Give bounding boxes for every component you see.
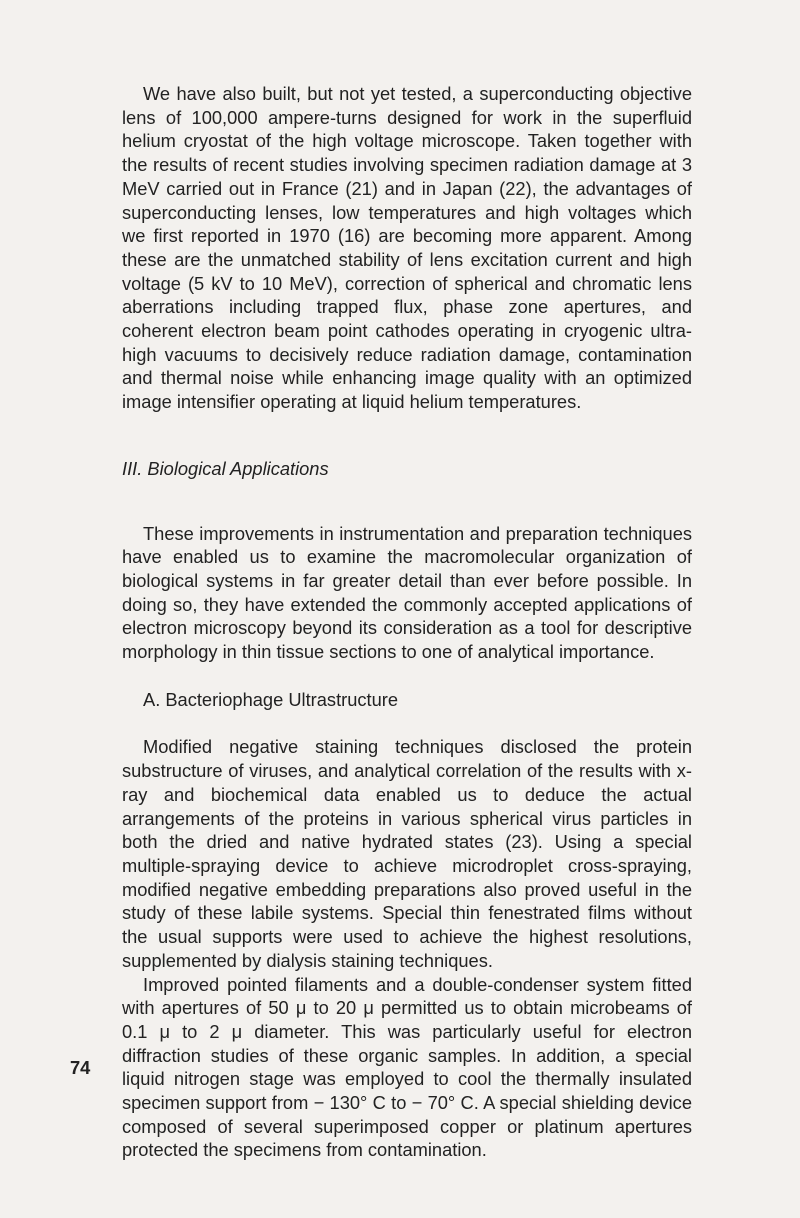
paragraph-negative-staining: Modified negative staining techniques disclosed the protein substructure of viruses, and analytical correlation of the results with x-ray and biochemical data enabled us to deduce the actual arrangements of the proteins in various spherical virus particles in both the dried and native hydrated states (23). Using a special multiple-spraying device to achieve microdroplet cross-spraying, modified negative embedding preparations also proved useful in the study of these labile systems. Special thin fenestrated films without the usual supports were used to achieve the highest resolutions, supplemented by dialysis staining techniques. xyxy=(122,736,692,971)
subsection-heading: A. Bacteriophage Ultrastructure xyxy=(143,688,399,710)
paragraph-instrumentation: These improvements in instrumentation and preparation techniques have enabled us to examine the macromolecular organization of biological systems in far greater detail than ever before possible. In doing so, they have extended the commonly accepted applications of electron microscopy beyond its consideration as a tool for descriptive morphology in thin tissue sections to one of analytical importance. xyxy=(122,522,692,663)
paragraph-superconducting-lens: We have also built, but not yet tested, a superconducting objective lens of 100,000 ampere-turns designed for work in the superfluid helium cryostat of the high voltage microscope. Taken together with the results of recent studies involving specimen radiation damage at 3 MeV carried out in France (21) and in Japan (22), the advantages of superconducting lenses, low temperatures and high voltages which we first reported in 1970 (16) are becoming more apparent. Among these are the unmatched stability of lens excitation current and high voltage (5 kV to 10 MeV), correction of spherical and chromatic lens aberrations including trapped flux, phase zone apertures, and coherent electron beam point cathodes operating in cryogenic ultra-high vacuums to decisively reduce radiation damage, contamination and thermal noise while enhancing image quality with an optimized image intensifier operating at liquid helium temperatures. xyxy=(122,83,692,413)
section-heading: III. Biological Applications xyxy=(122,457,329,479)
paragraph-microbeams: Improved pointed filaments and a double-condenser system fitted with apertures of 50 μ to 20 μ permitted us to obtain microbeams of 0.1 μ to 2 μ diameter. This was particularly useful for electron diffraction studies of these organic samples. In addition, a special liquid nitrogen stage was employed to cool the thermally insulated specimen support from − 130° C to − 70° C. A special shielding device composed of several superimposed copper or platinum apertures protected the specimens from contamination. xyxy=(122,973,692,1161)
text-column xyxy=(122,82,692,1162)
page-number: 74 xyxy=(70,1057,91,1078)
